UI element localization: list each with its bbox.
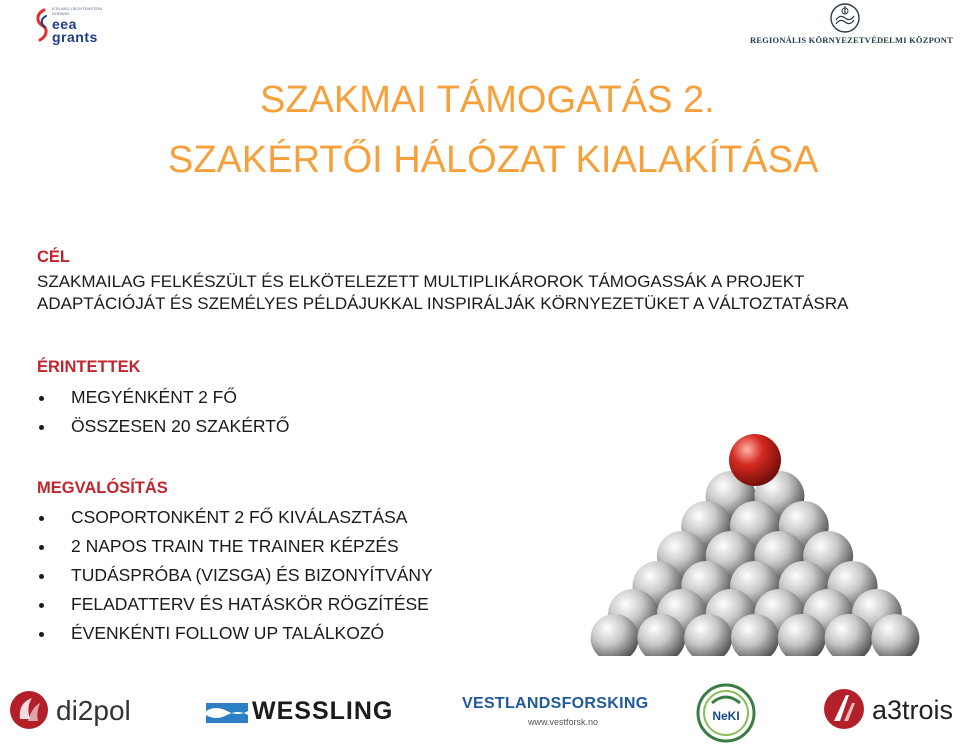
wessling-wordmark: WESSLING [252,697,394,725]
a3trois-wordmark: a3trois [872,695,954,725]
list-item [37,383,290,412]
dipol-wordmark: di2pol [56,695,131,726]
list-item-text: CSOPORTONKÉNT 2 FŐ KIVÁLASZTÁSA [71,507,408,527]
neki-logo [694,683,758,743]
list-item [37,503,433,532]
a3trois-emblem-icon [822,687,866,731]
list-item-text: 2 NAPOS TRAIN THE TRAINER KÉPZÉS [71,536,399,556]
eea-swirl-icon [34,8,50,46]
list-item-text: MEGYÉNKÉNT 2 FŐ [71,387,237,407]
pyramid-balls [591,434,920,656]
list-item [37,561,433,590]
cel-line2: ADAPTÁCIÓJÁT ÉS SZEMÉLYES PÉLDÁJUKKAL INSPIRÁLJÁK KÖRNYEZETÜKET A VÁLTOZTATÁSRA [37,294,849,313]
eea-word: eea [52,16,77,32]
bullet-icon [39,516,44,521]
list-item [37,590,433,619]
page-title-line1: SZAKMAI TÁMOGATÁS 2. [260,79,715,121]
bullet-icon [39,603,44,608]
cel-text [37,271,917,315]
wessling-logo [206,683,406,743]
erintettek-list [37,383,290,441]
neki-wordmark: NeKI [712,709,740,723]
list-item-text: FELADATTERV ÉS HATÁSKÖR RÖGZÍTÉSE [71,594,429,614]
bullet-icon [39,632,44,637]
erintettek-heading: ÉRINTETTEK [37,358,141,376]
cel-heading: CÉL [37,248,70,266]
list-item [37,619,433,648]
list-item-text: ÉVENKÉNTI FOLLOW UP TALÁLKOZÓ [71,623,385,643]
bullet-icon [39,574,44,579]
grants-word: grants [52,29,98,45]
megvalositas-list [37,503,433,648]
cel-line1: SZAKMAILAG FELKÉSZÜLT ÉS ELKÖTELEZETT MULTIPLIKÁROROK TÁMOGASSÁK A PROJEKT [37,272,805,291]
list-item [37,412,290,441]
list-item-text: ÖSSZESEN 20 SZAKÉRTŐ [71,416,290,436]
eea-countries: ICELAND LIECHTENSTEIN NORWAY [52,6,103,16]
page-title-line2: SZAKÉRTŐI HÁLÓZAT KIALAKÍTÁSA [168,139,819,181]
vestlandsforsking-url: www.vestforsk.no [528,717,599,727]
rec-logo [750,2,954,48]
rec-emblem-icon [828,2,862,34]
ball-pyramid-image [575,426,935,656]
bullet-icon [39,396,44,401]
red-ball [729,434,781,486]
dipol-emblem-icon [8,689,50,731]
megvalositas-heading: MEGVALÓSÍTÁS [37,479,168,497]
vestlandsforsking-wordmark: VESTLANDSFORSKING [462,695,649,712]
bullet-icon [39,425,44,430]
list-item-text: TUDÁSPRÓBA (VIZSGA) ÉS BIZONYÍTVÁNY [71,565,433,585]
a3trois-logo [822,683,958,743]
wessling-wave-icon [206,703,248,723]
eea-wordmark [52,18,98,44]
vestlandsforsking-logo [462,683,649,743]
rec-caption: REGIONÁLIS KÖRNYEZETVÉDELMI KÖZPONT [750,35,954,45]
dipol-logo [8,683,138,743]
eea-grants-logo [34,4,114,48]
bullet-icon [39,545,44,550]
list-item [37,532,433,561]
